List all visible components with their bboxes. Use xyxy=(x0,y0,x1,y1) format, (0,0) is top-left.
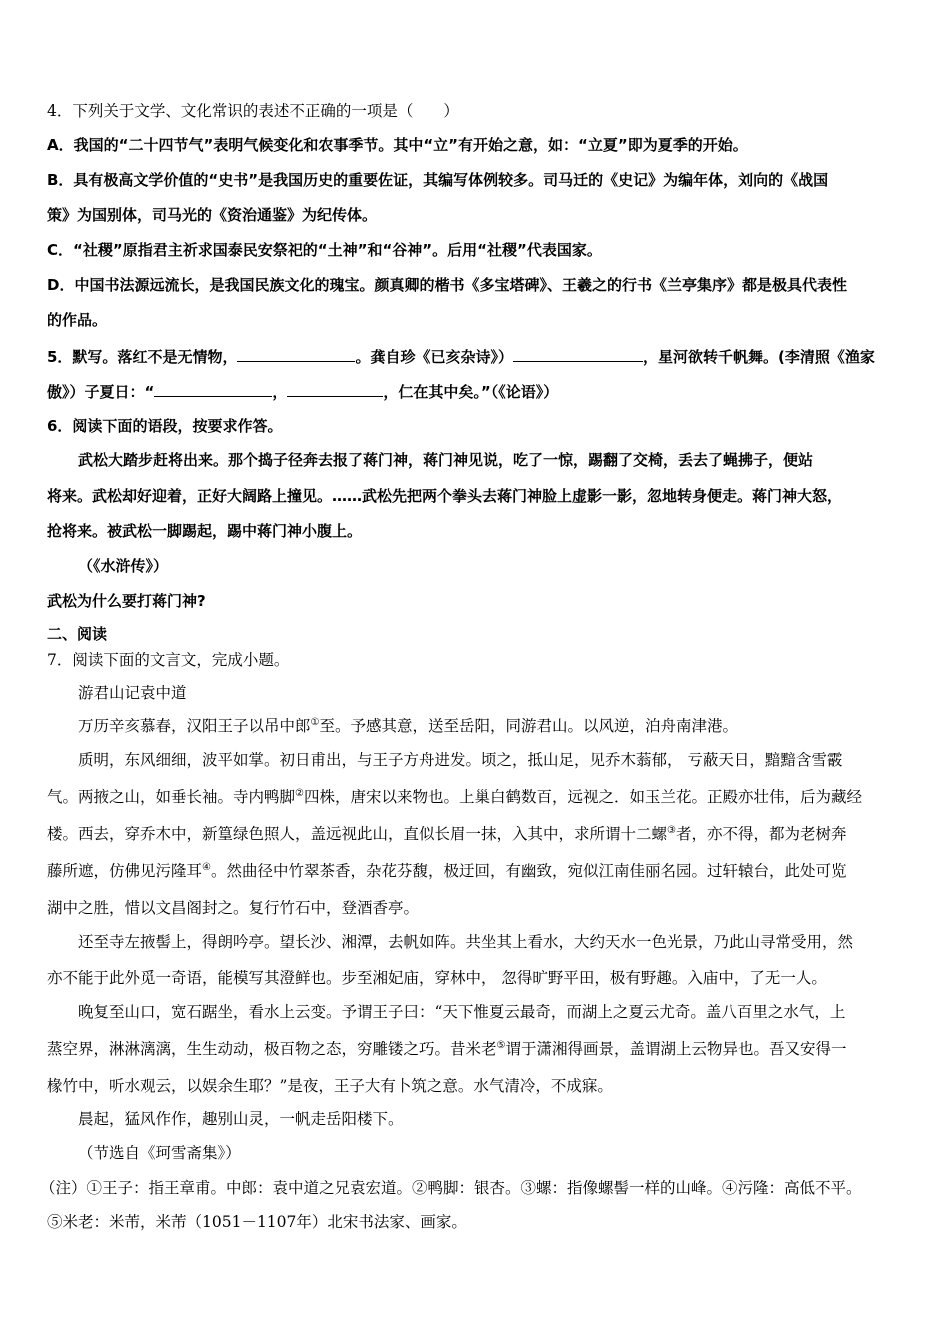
q7-p4-line3: 椽竹中，听水观云，以娱余生耶？”是夜，王子大有卜筑之意。水气清冷，不成寐。 xyxy=(47,1077,613,1095)
q7-p2-l3-b: 者，亦不得，都为老树奔 xyxy=(675,825,847,843)
q5-blank-2[interactable] xyxy=(513,345,643,362)
q7-p1-b: 至。予感其意，送至岳阳，同游君山。以风逆，泊舟南津港。 xyxy=(319,717,738,735)
q7-p2-l3-a: 楼。西去，穿乔木中，新篁绿色照人，盖远视此山，直似长眉一抹，入其中，求所谓十二螺 xyxy=(47,825,668,843)
q4-stem-text: 4．下列关于文学、文化常识的表述不正确的一项是（ xyxy=(47,102,414,120)
footnote-marker-2: ② xyxy=(295,788,304,799)
q6-source: （《水浒传》） xyxy=(78,557,169,575)
q7-passage-title: 游君山记袁中道 xyxy=(78,684,187,702)
q7-p4-line2 xyxy=(47,1039,847,1059)
q7-p2-line1: 质明，东风细细，波平如掌。初日甫出，与王子方舟进发。顷之，抵山足，见乔木蓊郁， 亏蔽天日，黯黯含雪霰 xyxy=(78,751,843,769)
q6-passage-line2: 将来。武松却好迎着，正好大阔路上撞见。……武松先把两个拳头去蒋门神脸上虚影一影，忽地转身便走。蒋门神大怒， xyxy=(47,487,843,505)
q6-passage-line3: 抢将来。被武松一脚踢起，踢中蒋门神小腹上。 xyxy=(47,522,363,540)
q4-option-b-line1: B．具有极高文学价值的“史书”是我国历史的重要佐证，其编写体例较多。司马迁的《史记》为编年体，刘向的《战国 xyxy=(47,171,829,189)
section-2-heading: 二、阅读 xyxy=(47,625,108,643)
q7-p5: 晨起，猛风作作，趣别山灵，一帆走岳阳楼下。 xyxy=(78,1110,404,1128)
q5-l2-c: ，仁在其中矣。”（《论语》） xyxy=(383,383,559,401)
q7-p2-l2-a: 气。两掖之山，如垂长袖。寺内鸭脚 xyxy=(47,788,296,806)
q5-l1-c: ，星河欲转千帆舞。(李清照《渔家 xyxy=(642,348,875,366)
q7-p3-line2: 亦不能于此外觅一奇语，能模写其澄鲜也。步至湘妃庙，穿林中， 忽得旷野平田，极有野趣。入庙中，了无一人。 xyxy=(47,969,827,987)
q5-l1-a: 5．默写。落红不是无情物， xyxy=(47,348,238,366)
q5-blank-4[interactable] xyxy=(287,380,383,397)
q4-option-c: C．“社稷”原指君主祈求国泰民安祭祀的“土神”和“谷神”。后用“社稷”代表国家。 xyxy=(47,241,602,259)
q5-l2-b: ， xyxy=(272,383,288,401)
q7-p2-line2 xyxy=(47,787,862,807)
q7-p2-line4 xyxy=(47,861,847,881)
q7-p2-line5: 湖中之胜，惜以文昌阁封之。复行竹石中，登酒香亭。 xyxy=(47,899,420,917)
q5-line2 xyxy=(47,380,558,402)
q5-blank-1[interactable] xyxy=(237,345,355,362)
footnote-marker-4: ④ xyxy=(202,862,211,873)
q7-p4-l2-b: 谓于潇湘得画景，盖谓湖上云物异也。吾又安得一 xyxy=(505,1040,847,1058)
q4-option-b-line2: 策》为国别体，司马光的《资治通鉴》为纪传体。 xyxy=(47,206,378,224)
q6-question: 武松为什么要打蒋门神? xyxy=(47,592,206,610)
q7-p2-l2-b: 四株，唐宋以来物也。上巢白鹤数百，远视之．如玉兰花。正殿亦壮伟，后为藏经 xyxy=(303,788,862,806)
q7-p4-line1: 晚复至山口，宽石踞坐，看水上云变。予谓王子曰：“天下惟夏云最奇，而湖上之夏云尤奇。盖八百里之水气，上 xyxy=(78,1003,846,1021)
q7-p1 xyxy=(78,716,738,736)
footnote-marker-5: ⑤ xyxy=(496,1040,506,1051)
q7-p2-l4-a: 藤所遮，仿佛见污隆耳 xyxy=(47,862,203,880)
q7-source: （节选自《珂雪斋集》） xyxy=(78,1144,241,1162)
q7-notes-line2: ⑤米老：米芾，米芾（1051－1107年）北宋书法家、画家。 xyxy=(47,1213,467,1231)
q6-passage-line1: 武松大踏步赶将出来。那个捣子径奔去报了蒋门神，蒋门神见说，吃了一惊，踢翻了交椅，丢去了蝇拂子，便站 xyxy=(78,451,814,469)
q5-l2-a: 傲》）子夏日：“ xyxy=(47,383,155,401)
q4-stem xyxy=(47,101,459,121)
q7-p2-line3 xyxy=(47,824,847,844)
q6-stem: 6．阅读下面的语段，按要求作答。 xyxy=(47,417,283,435)
q5-line1 xyxy=(47,345,875,367)
q7-stem: 7．阅读下面的文言文，完成小题。 xyxy=(47,651,290,669)
q5-blank-3[interactable] xyxy=(154,380,272,397)
q5-l1-b: 。龚自珍《已亥杂诗》） xyxy=(355,348,513,366)
q7-p3-line1: 还至寺左掖髻上，得朗吟亭。望长沙、湘潭，去帆如阵。共坐其上看水，大约天水一色光景，乃此山寻常受用，然 xyxy=(78,933,854,951)
q7-p2-l4-b: 。然曲径中竹翠茶香，杂花芬馥，极迂回，有幽致，宛似江南佳丽名园。过轩辕台，此处可览 xyxy=(210,862,847,880)
q4-option-a: A．我国的“二十四节气”表明气候变化和农事季节。其中“立”有开始之意，如：“立夏”即为夏季的开始。 xyxy=(47,136,748,154)
footnote-marker-3: ③ xyxy=(667,825,676,836)
q7-p4-l2-a: 蒸空界，淋淋漓漓，生生动动，极百物之态，穷雕镂之巧。昔米老 xyxy=(47,1040,497,1058)
footnote-marker-1: ① xyxy=(310,717,320,728)
q7-notes-line1: （注）①王子：指王章甫。中郎：袁中道之兄袁宏道。②鸭脚：银杏。③螺：指像螺髻一样的山峰。④污隆：高低不平。 xyxy=(40,1179,862,1197)
q4-stem-close: ） xyxy=(443,102,459,120)
q7-p1-a: 万历辛亥慕春，汉阳王子以吊中郎 xyxy=(78,717,311,735)
q4-option-d-line1: D．中国书法源远流长，是我国民族文化的瑰宝。颜真卿的楷书《多宝塔碑》、王羲之的行书《兰亭集序》都是极具代表性 xyxy=(47,276,847,294)
q4-option-d-line2: 的作品。 xyxy=(47,311,108,329)
